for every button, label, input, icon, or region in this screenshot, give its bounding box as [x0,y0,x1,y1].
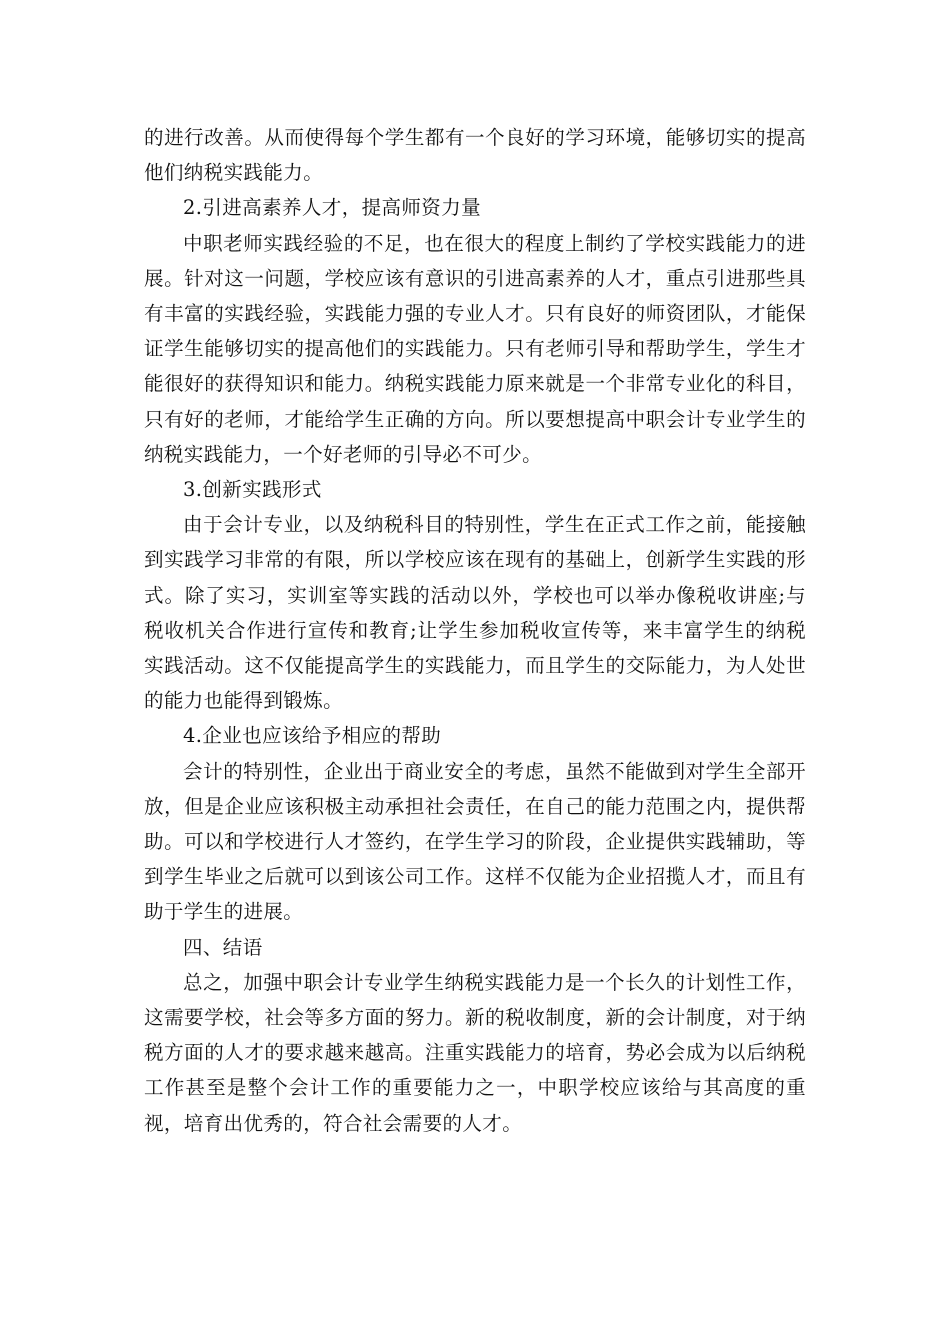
paragraph-enterprise: 会计的特别性，企业出于商业安全的考虑，虽然不能做到对学生全部开放，但是企业应该积极主动承担社会责任，在自己的能力范围之内，提供帮助。可以和学校进行人才签约，在学生学习的阶段，企业提供实践辅助，等到学生毕业之后就可以到该公司工作。这样不仅能为企业招揽人才，而且有助于学生的进展。 [144,759,806,924]
section-heading-conclusion: 四、结语 [183,935,263,959]
section-heading-4: 4.企业也应该给予相应的帮助 [183,724,442,748]
paragraph-faculty: 中职老师实践经验的不足，也在很大的程度上制约了学校实践能力的进展。针对这一问题，学校应该有意识的引进高素养的人才，重点引进那些具有丰富的实践经验，实践能力强的专业人才。只有良好的师资团队，才能保证学生能够切实的提高他们的实践能力。只有老师引导和帮助学生，学生才能很好的获得知识和能力。纳税实践能力原来就是一个非常专业化的科目，只有好的老师，才能给学生正确的方向。所以要想提高中职会计专业学生的纳税实践能力，一个好老师的引导必不可少。 [144,231,806,466]
paragraph-practice-forms: 由于会计专业，以及纳税科目的特别性，学生在正式工作之前，能接触到实践学习非常的有限，所以学校应该在现有的基础上，创新学生实践的形式。除了实习，实训室等实践的活动以外，学校也可以举办像税收讲座;与税收机关合作进行宣传和教育;让学生参加税收宣传等，来丰富学生的纳税实践活动。这不仅能提高学生的实践能力，而且学生的交际能力，为人处世的能力也能得到锻炼。 [144,513,806,713]
paragraph-conclusion: 总之，加强中职会计专业学生纳税实践能力是一个长久的计划性工作，这需要学校，社会等多方面的努力。新的税收制度，新的会计制度，对于纳税方面的人才的要求越来越高。注重实践能力的培育，势必会成为以后纳税工作甚至是整个会计工作的重要能力之一，中职学校应该给与其高度的重视，培育出优秀的，符合社会需要的人才。 [144,970,806,1135]
section-heading-2: 2.引进高素养人才，提高师资力量 [183,196,482,220]
section-heading-3: 3.创新实践形式 [183,478,322,502]
document-page [144,120,806,1141]
paragraph-continuation: 的进行改善。从而使得每个学生都有一个良好的学习环境，能够切实的提高他们纳税实践能力。 [144,126,806,185]
